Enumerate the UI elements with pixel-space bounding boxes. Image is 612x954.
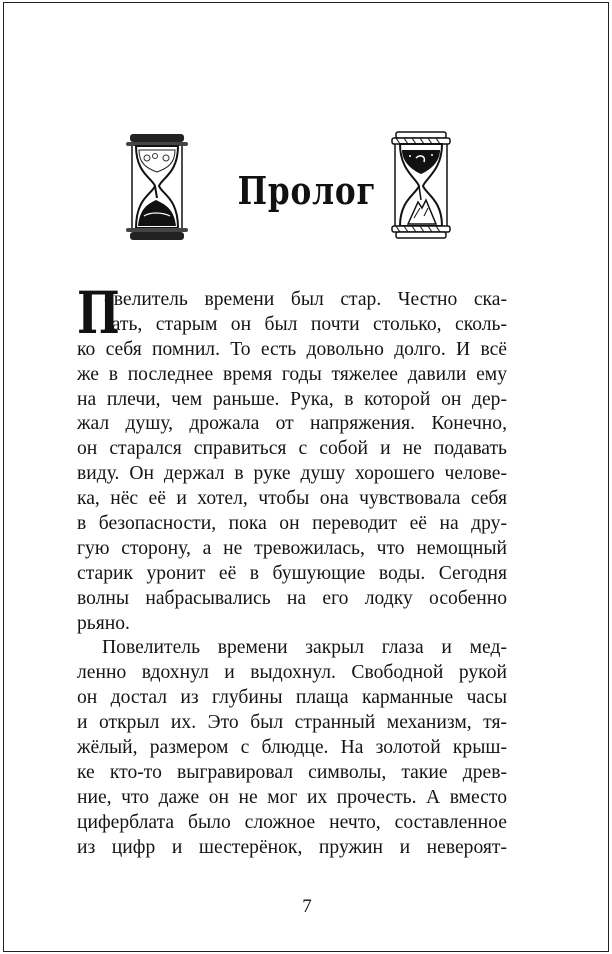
text-line: из цифр и шестерёнок, пружин и невероят-	[77, 836, 507, 858]
text-line: ние, что даже он не мог их прочесть. А вместо	[77, 786, 507, 808]
text-line: на плечи, чем раньше. Рука, в которой он дер-	[77, 388, 507, 410]
text-line: жал душу, дрожала от напряжения. Конечно,	[77, 413, 507, 435]
text-line: и открыл их. Это был странный механизм, тя-	[77, 712, 507, 734]
paragraph-1	[77, 288, 507, 636]
text-line: ка, нёс её и хотел, чтобы она чувствовала себя	[77, 488, 507, 510]
chapter-title: Пролог	[237, 168, 377, 213]
text-line: гую сторону, а не тревожилась, что немощный	[77, 537, 507, 559]
text-line: старик уронит её в бушующие воды. Сегодня	[77, 562, 507, 584]
book-page	[3, 2, 609, 952]
text-line: ленно вдохнул и выдохнул. Свободной рукой	[77, 662, 507, 684]
text-line: волны набрасывались на его лодку особенно	[77, 587, 507, 609]
chapter-header	[4, 128, 610, 248]
body-text	[77, 279, 507, 860]
text-line: он достал из глубины плаща карманные часы	[77, 687, 507, 709]
page-number: 7	[302, 896, 312, 917]
text-line: овелитель времени был стар. Честно ска-	[104, 289, 507, 310]
text-line: же в последнее время годы тяжелее давили ему	[77, 363, 507, 385]
text-line: виду. Он держал в руке душу хорошего челове-	[77, 463, 507, 485]
hourglass-icon	[386, 128, 456, 243]
drop-cap: П	[77, 279, 120, 347]
text-line: циферблата было сложное нечто, составленное	[77, 811, 507, 833]
text-line: жёлый, размером с блюдце. На золотой крыш-	[77, 737, 507, 759]
paragraph-2	[77, 636, 507, 860]
text-line: Повелитель времени закрыл глаза и мед-	[102, 637, 507, 659]
text-line: рьяно.	[77, 612, 130, 634]
text-line: в безопасности, пока он переводит её на дру-	[77, 513, 507, 535]
text-line: зать, старым он был почти столько, сколь-	[104, 313, 507, 335]
text-line: ке кто-то выгравировал символы, такие древ-	[77, 761, 507, 783]
text-line: он старался справиться с собой и не подавать	[77, 438, 507, 460]
text-line: ко себя помнил. То есть довольно долго. И всё	[77, 338, 507, 360]
